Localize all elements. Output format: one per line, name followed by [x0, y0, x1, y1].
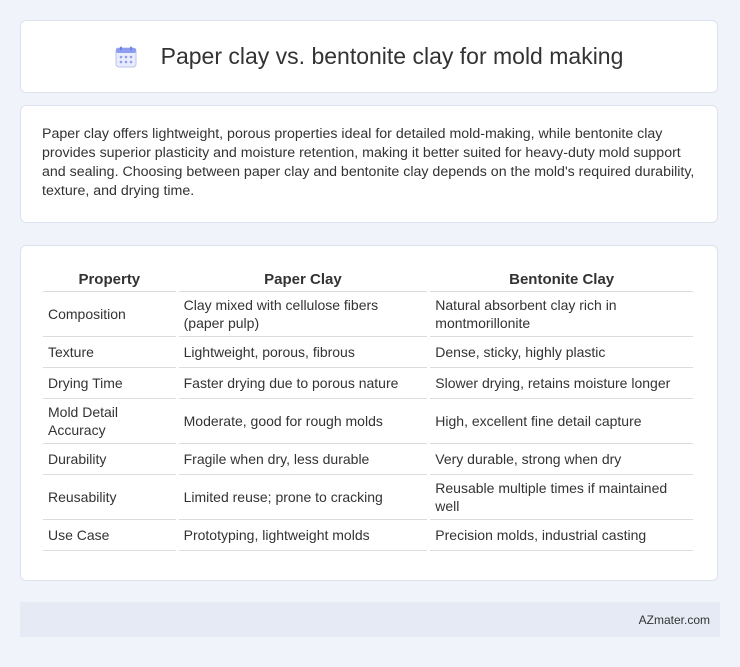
table-row [43, 520, 693, 551]
table-row [43, 399, 693, 444]
row-property: Reusability [43, 475, 176, 520]
comparison-table [40, 266, 696, 551]
row-property: Drying Time [43, 368, 176, 399]
row-paper-clay: Clay mixed with cellulose fibers (paper pulp) [179, 292, 428, 337]
header-property: Property [43, 266, 176, 292]
row-property: Mold Detail Accuracy [43, 399, 176, 444]
row-bentonite-clay: Precision molds, industrial casting [430, 520, 693, 551]
page-title: Paper clay vs. bentonite clay for mold making [160, 43, 624, 69]
row-bentonite-clay: Natural absorbent clay rich in montmorillonite [430, 292, 693, 337]
table-row [43, 292, 693, 337]
table-header-row [43, 266, 693, 292]
row-bentonite-clay: Slower drying, retains moisture longer [430, 368, 693, 399]
row-property: Texture [43, 337, 176, 368]
row-bentonite-clay: Reusable multiple times if maintained well [430, 475, 693, 520]
header-bentonite-clay: Bentonite Clay [430, 266, 693, 292]
table-row [43, 444, 693, 475]
table-row [43, 368, 693, 399]
comparison-table-card [20, 245, 718, 581]
row-property: Use Case [43, 520, 176, 551]
row-property: Composition [43, 292, 176, 337]
footer [20, 602, 720, 637]
row-bentonite-clay: High, excellent fine detail capture [430, 399, 693, 444]
header-paper-clay: Paper Clay [179, 266, 428, 292]
table-row [43, 337, 693, 368]
row-bentonite-clay: Very durable, strong when dry [430, 444, 693, 475]
row-paper-clay: Lightweight, porous, fibrous [179, 337, 428, 368]
row-paper-clay: Limited reuse; prone to cracking [179, 475, 428, 520]
summary-text: Paper clay offers lightweight, porous properties ideal for detailed mold-making, while bentonite clay provides superior plasticity and moisture retention, making it better suited for heavy-duty mold support and sealing. Choosing between paper clay and bentonite clay depends on the mold's required durability, texture, and drying time. [42, 126, 695, 199]
calendar-icon [115, 46, 137, 68]
footer-site-name: AZmater.com [638, 612, 710, 627]
row-paper-clay: Fragile when dry, less durable [179, 444, 428, 475]
table-row [43, 475, 693, 520]
summary-card [20, 105, 718, 223]
title-card [20, 20, 718, 93]
row-property: Durability [43, 444, 176, 475]
row-paper-clay: Prototyping, lightweight molds [179, 520, 428, 551]
row-bentonite-clay: Dense, sticky, highly plastic [430, 337, 693, 368]
row-paper-clay: Faster drying due to porous nature [179, 368, 428, 399]
row-paper-clay: Moderate, good for rough molds [179, 399, 428, 444]
